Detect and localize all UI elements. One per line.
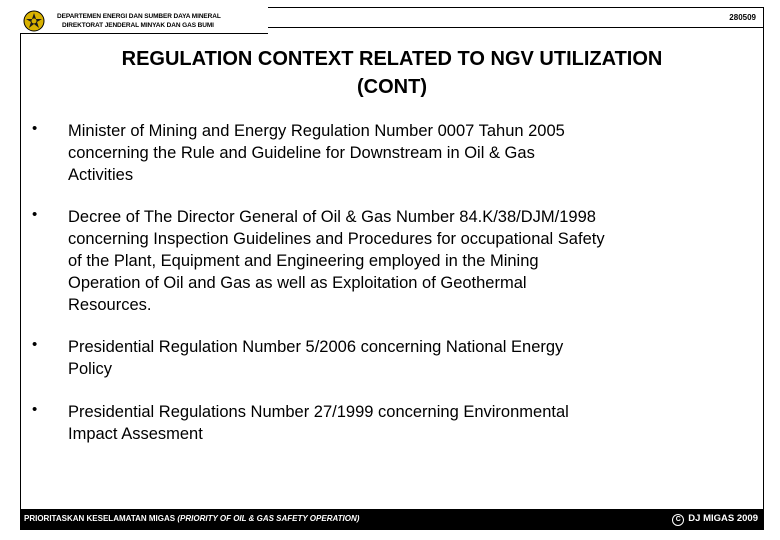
footer-bar — [20, 509, 764, 530]
list-item-line: Operation of Oil and Gas as well as Exploitation of Geothermal — [68, 274, 527, 292]
footer-slogan-translation: (PRIORITY OF OIL & GAS SAFETY OPERATION) — [177, 514, 360, 523]
list-item — [68, 336, 714, 380]
list-item — [68, 206, 714, 316]
directorate-name: DIREKTORAT JENDERAL MINYAK DAN GAS BUMI — [62, 22, 214, 29]
header-divider — [268, 7, 764, 28]
department-name: DEPARTEMEN ENERGI DAN SUMBER DAYA MINERAL — [57, 13, 221, 20]
bullet-marker: • — [32, 336, 38, 353]
list-item — [68, 120, 714, 186]
header-label-box — [20, 7, 268, 34]
copyright-icon: C — [672, 514, 684, 526]
list-item-line: concerning Inspection Guidelines and Procedures for occupational Safety — [68, 230, 605, 248]
list-item-line: Minister of Mining and Energy Regulation Number 0007 Tahun 2005 — [68, 122, 565, 140]
list-item-line: Policy — [68, 360, 113, 378]
bullet-marker: • — [32, 206, 38, 223]
document-code: 280509 — [729, 13, 756, 22]
header-bar — [20, 7, 764, 33]
list-item-line: concerning the Rule and Guideline for Downstream in Oil & Gas — [68, 144, 535, 162]
list-item-line: Presidential Regulations Number 27/1999 concerning Environmental — [68, 403, 569, 421]
title-line-2: (CONT) — [357, 76, 427, 98]
bullet-marker: • — [32, 401, 38, 418]
ministry-emblem-icon — [23, 10, 45, 32]
list-item — [68, 401, 714, 445]
footer-copyright-text: DJ MIGAS 2009 — [688, 513, 758, 524]
list-item-line: Presidential Regulation Number 5/2006 concerning National Energy — [68, 338, 564, 356]
list-item-line: Decree of The Director General of Oil & Gas Number 84.K/38/DJM/1998 — [68, 208, 596, 226]
footer-slogan-main: PRIORITASKAN KESELAMATAN MIGAS — [24, 514, 176, 523]
list-item-line: Impact Assesment — [68, 425, 203, 443]
list-item-line: Resources. — [68, 296, 152, 314]
list-item-line: of the Plant, Equipment and Engineering employed in the Mining — [68, 252, 539, 270]
slide-title — [40, 45, 744, 101]
bullet-marker: • — [32, 120, 38, 137]
footer-copyright — [672, 513, 758, 526]
title-line-1: REGULATION CONTEXT RELATED TO NGV UTILIZATION — [121, 48, 663, 70]
list-item-line: Activities — [68, 166, 134, 184]
footer-slogan — [24, 514, 359, 523]
